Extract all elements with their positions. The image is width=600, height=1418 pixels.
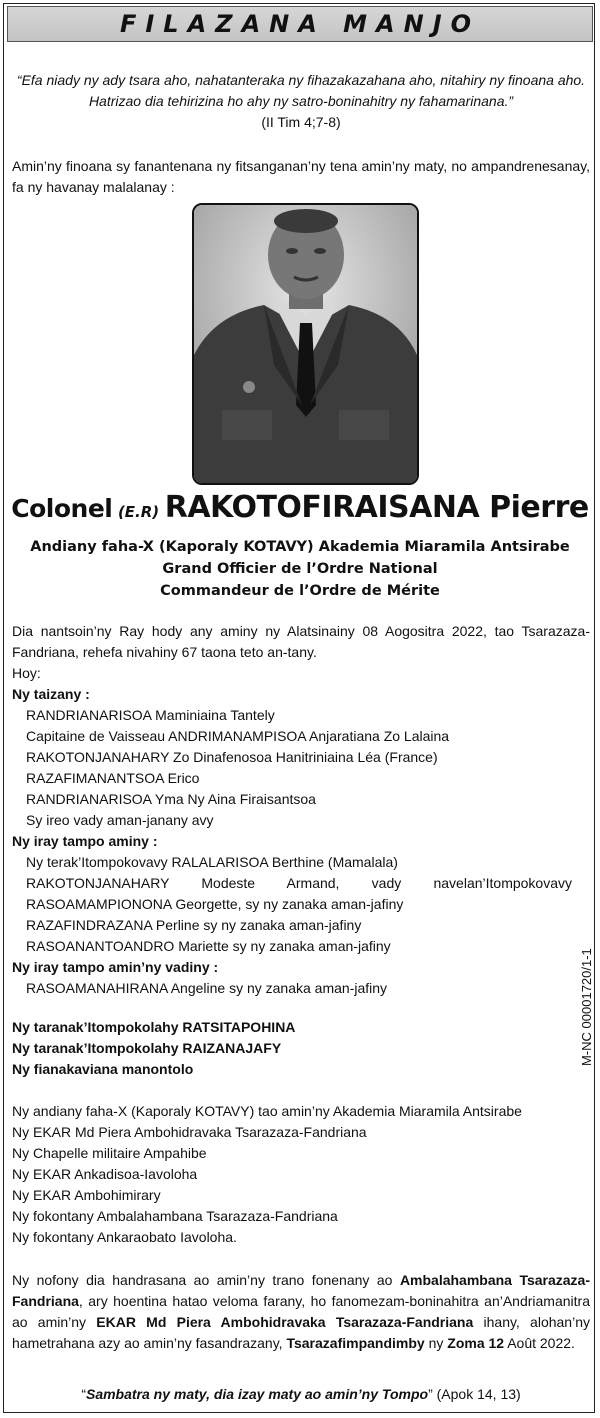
burial-text: Ny nofony dia handrasana ao amin’ny trano fonenany ao xyxy=(12,1272,400,1288)
list-item: RAKOTONJANAHARY Modeste Armand, vady navelan’Itompokovavy RASOAMAMPIONONA Georgette, sy ny zanaka aman-jafiny xyxy=(26,875,572,912)
siblings-heading: Ny iray tampo aminy : xyxy=(12,833,158,849)
deceased-titles xyxy=(0,536,600,602)
organization-line: Ny fokontany Ankaraobato Iavoloha. xyxy=(12,1229,237,1245)
list-item: RASOAMANAHIRANA Angeline sy ny zanaka aman-jafiny xyxy=(26,980,388,996)
deceased-name xyxy=(0,490,600,525)
intro-text: Amin’ny finoana sy fanantenana ny fitsanganan’ny tena amin’ny maty, no ampandrenesanay, fa ny havanay malalanay : xyxy=(12,158,590,195)
organizations-list xyxy=(12,1101,590,1248)
organization-line: Ny Chapelle militaire Ampahibe xyxy=(12,1145,207,1161)
list-item: RANDRIANARISOA Maminiaina Tantely xyxy=(26,707,275,723)
ad-reference: M-NC 00001720/1-1 xyxy=(579,948,594,1066)
burial-text: ihany, alohan’ny hametrahana azy ao amin’ny fasandrazany, xyxy=(12,1314,590,1351)
list-item: RANDRIANARISOA Yma Ny Aina Firaisantsoa xyxy=(26,791,316,807)
death-notice-text: Dia nantsoin’ny Ray hody any aminy ny Alatsinainy 08 Aogositra 2022, tao Tsarazaza-Fandriana, rehefa nivahiny 67 taona teto an-tany. xyxy=(12,623,590,660)
deceased-title: Andiany faha-X (Kaporaly KOTAVY) Akademia Miaramila Antsirabe xyxy=(30,539,570,555)
burial-place: Ambalahambana Tsarazaza-Fandriana xyxy=(12,1272,590,1309)
organization-line: Ny fokontany Ambalahambana Tsarazaza-Fandriana xyxy=(12,1208,338,1224)
hoy-label: Hoy: xyxy=(12,665,41,681)
families-list xyxy=(12,1017,590,1080)
epigraph xyxy=(12,70,590,133)
deceased-rank-suffix: (E.R) xyxy=(117,503,160,521)
church-name: EKAR Md Piera Ambohidravaka Tsarazaza-Fandriana xyxy=(96,1314,474,1330)
closing-quote-reference: (Apok 14, 13) xyxy=(436,1386,521,1402)
children-heading: Ny taizany : xyxy=(12,686,90,702)
family-line: Ny taranak’Itompokolahy RAIZANAJAFY xyxy=(12,1040,282,1056)
family-line: Ny taranak’Itompokolahy RATSITAPOHINA xyxy=(12,1019,296,1035)
organization-line: Ny EKAR Ambohimirary xyxy=(12,1187,161,1203)
closing-quote-text: Sambatra ny maty, dia izay maty ao amin’ny Tompo xyxy=(85,1386,429,1402)
burial-text: Août 2022. xyxy=(504,1335,575,1351)
epigraph-reference: (II Tim 4;7-8) xyxy=(261,114,341,130)
notice-header: FILAZANA MANJO xyxy=(7,6,593,42)
organization-line: Ny EKAR Ankadisoa-Iavoloha xyxy=(12,1166,198,1182)
deceased-fullname: RAKOTOFIRAISANA Pierre xyxy=(164,490,589,525)
burial-paragraph xyxy=(12,1270,590,1354)
spouse-siblings-heading: Ny iray tampo amin’ny vadiny : xyxy=(12,959,219,975)
organization-line: Ny andiany faha-X (Kaporaly KOTAVY) tao amin’ny Akademia Miaramila Antsirabe xyxy=(12,1103,522,1119)
list-item: RAZAFIMANANTSOA Erico xyxy=(26,770,200,786)
deceased-rank: Colonel xyxy=(11,494,113,523)
organization-line: Ny EKAR Md Piera Ambohidravaka Tsarazaza-Fandriana xyxy=(12,1124,367,1140)
closing-quote: “Sambatra ny maty, dia izay maty ao amin’ny Tompo” (Apok 14, 13) xyxy=(81,1386,521,1402)
burial-date: Zoma 12 xyxy=(447,1335,505,1351)
deceased-title: Grand Officier de l’Ordre National xyxy=(162,561,438,577)
deceased-title: Commandeur de l’Ordre de Mérite xyxy=(160,583,440,599)
list-item: Capitaine de Vaisseau ANDRIMANAMPISOA Anjaratiana Zo Lalaina xyxy=(26,728,450,744)
death-notice xyxy=(12,621,590,999)
tomb-name: Tsarazafimpandimby xyxy=(286,1335,425,1351)
list-item: RAKOTONJANAHARY Zo Dinafenosoa Hanitriniaina Léa (France) xyxy=(26,749,438,765)
list-item: RASOANANTOANDRO Mariette sy ny zanaka aman-jafiny xyxy=(26,938,391,954)
list-item: Sy ireo vady aman-janany avy xyxy=(26,812,214,828)
family-line: Ny fianakaviana manontolo xyxy=(12,1061,194,1077)
burial-text: , ary hoentina hatao veloma farany, ho fanomezam-boninahitra an’Andriamanitra ao amin’ny xyxy=(12,1293,590,1330)
epigraph-quote: “Efa niady ny ady tsara aho, nahatanteraka ny fihazakazahana aho, nitahiry ny finoana aho. Hatrizao dia tehirizina ho ahy ny satro-boninahitry ny fahamarinana.” xyxy=(16,72,586,109)
burial-text: ny xyxy=(424,1335,448,1351)
list-item: Ny terak’Itompokovavy RALALARISOA Berthine (Mamalala) xyxy=(26,854,398,870)
list-item: RAZAFINDRAZANA Perline sy ny zanaka aman-jafiny xyxy=(26,917,362,933)
portrait-photo xyxy=(192,203,419,485)
